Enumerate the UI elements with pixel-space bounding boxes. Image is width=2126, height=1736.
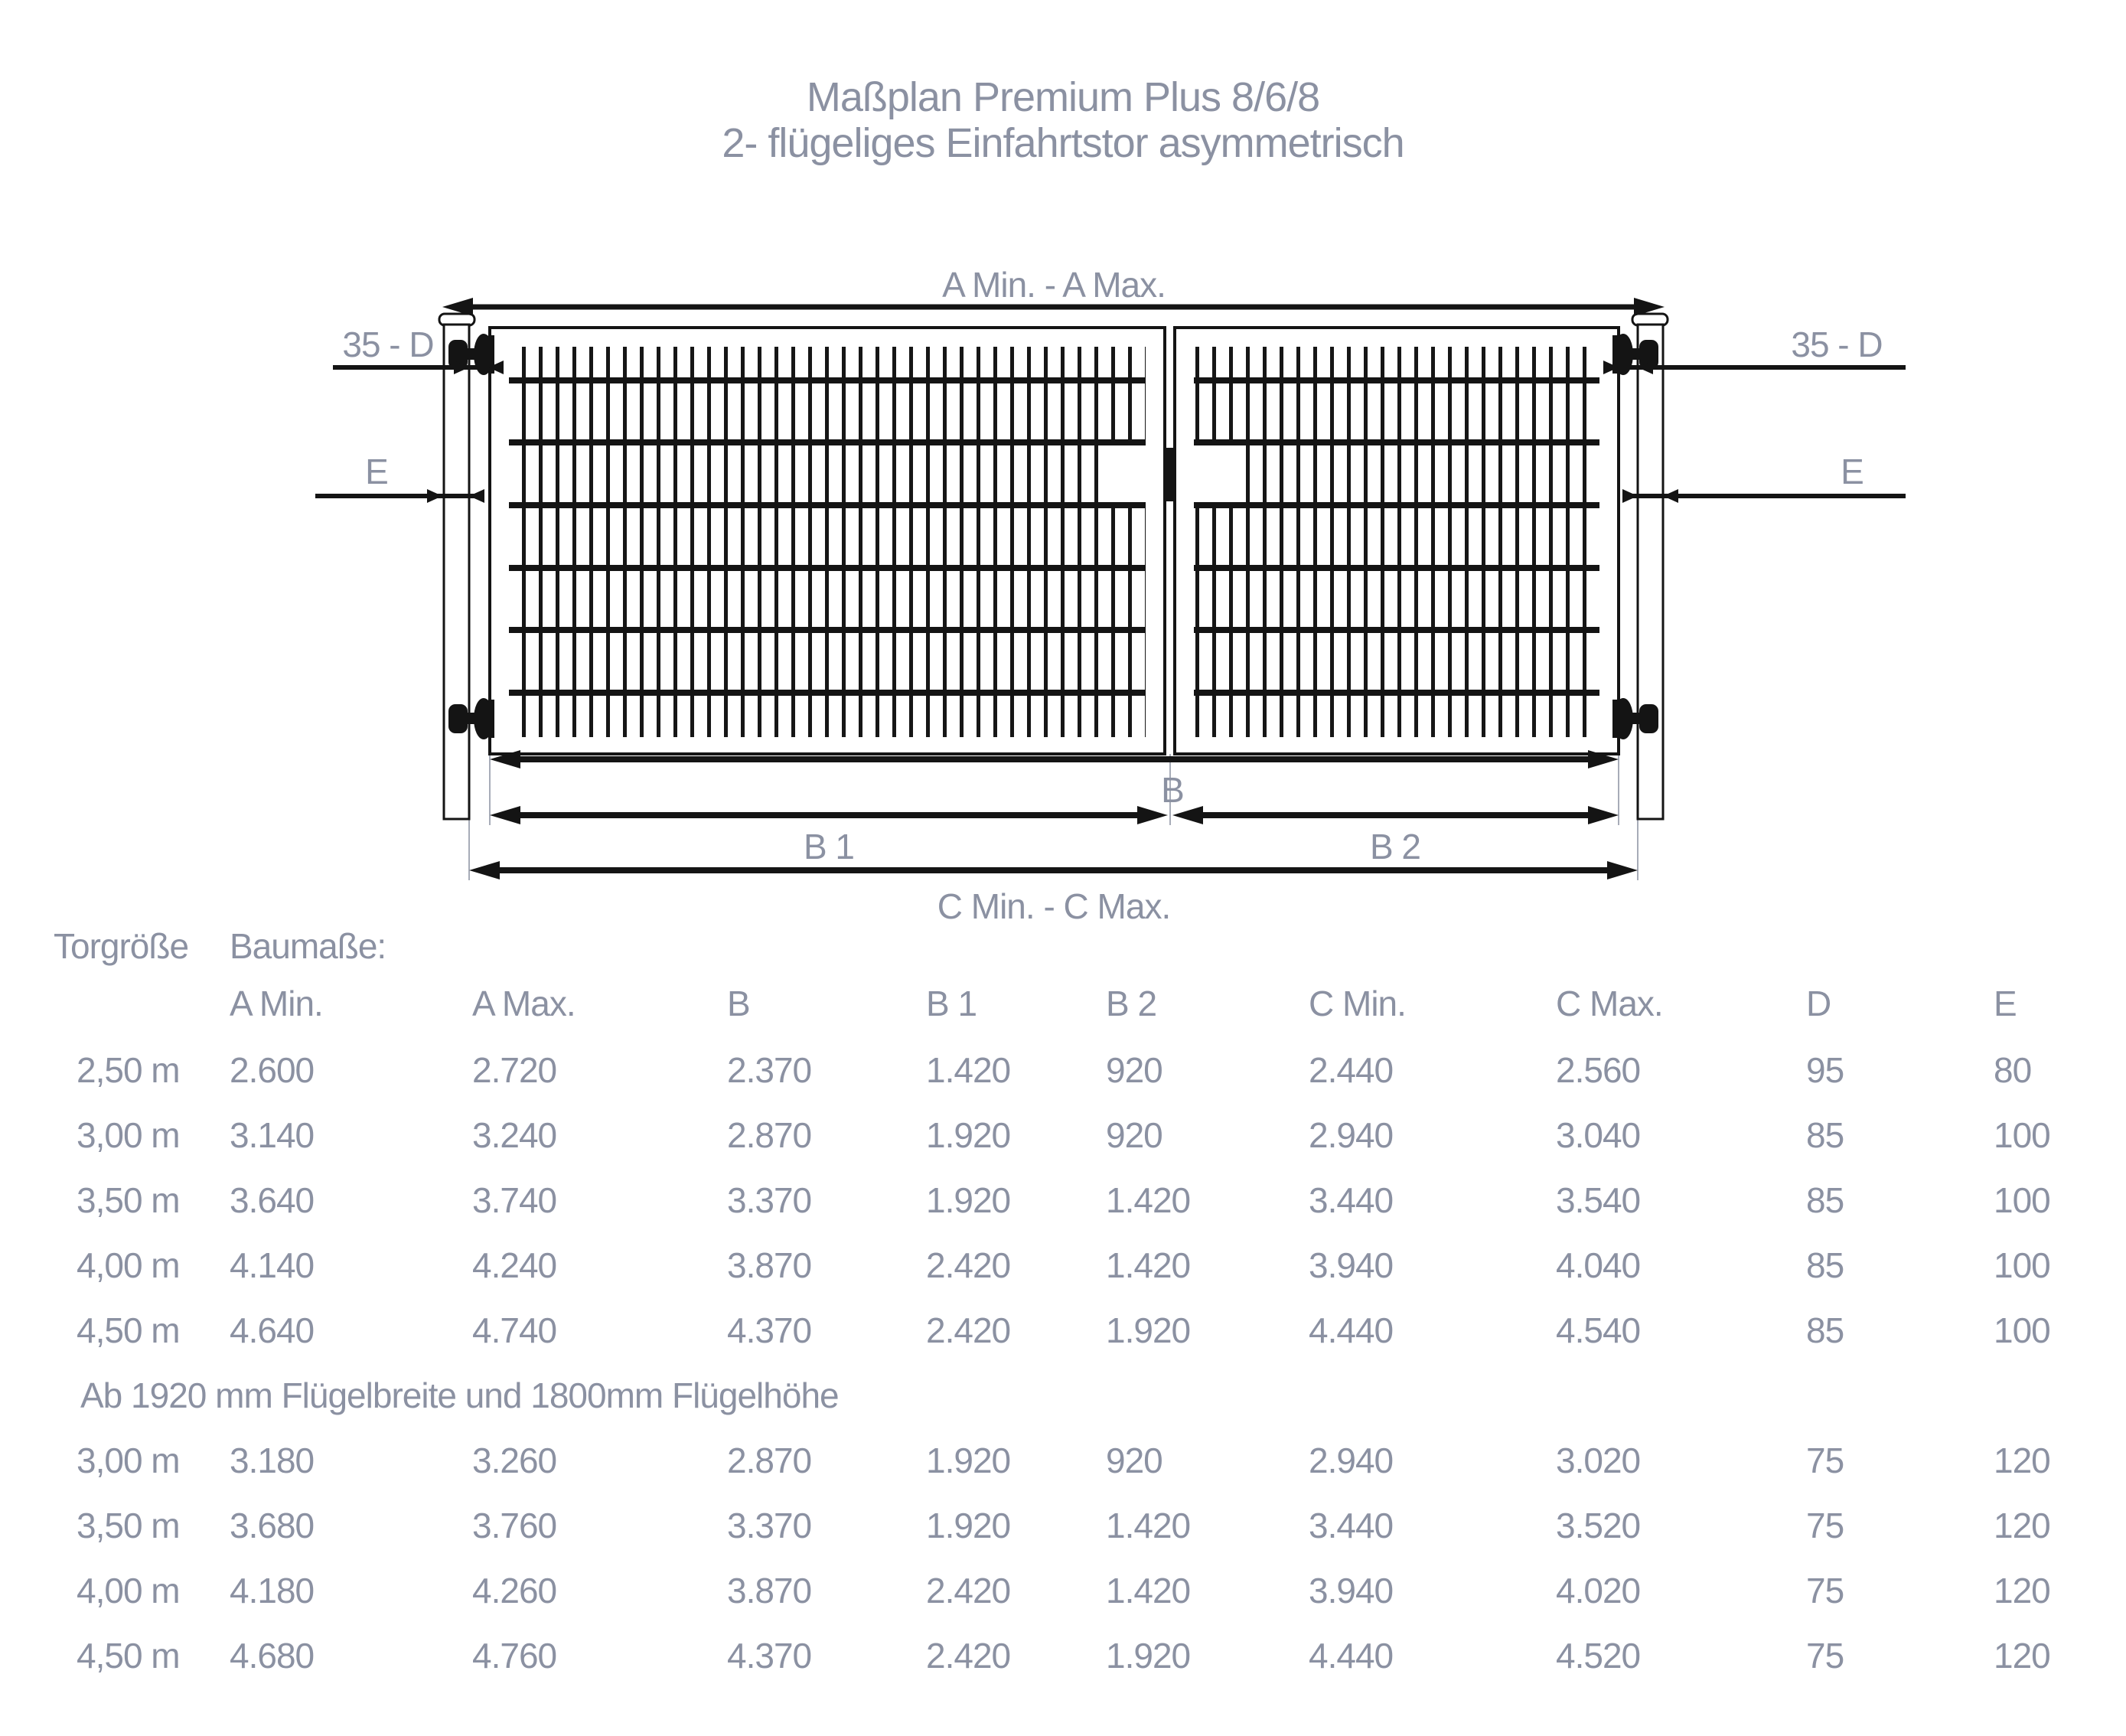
dim-label-b1: B 1: [803, 827, 855, 866]
cell-value: 920: [1106, 1440, 1162, 1480]
cell-value: 1.420: [1106, 1570, 1191, 1610]
cell-value: 2.420: [926, 1310, 1011, 1350]
cell-value: 4.680: [230, 1635, 315, 1676]
table-row: [0, 1102, 2126, 1167]
cell-value: 100: [1994, 1245, 2050, 1285]
cell-value: 1.420: [1106, 1505, 1191, 1545]
table-row: [0, 1167, 2126, 1232]
cell-value: 2.420: [926, 1245, 1011, 1285]
cell-value: 4.140: [230, 1245, 315, 1285]
row-size-label: 3,00 m: [77, 1114, 180, 1155]
cell-value: 4.020: [1556, 1570, 1641, 1610]
cell-value: 1.920: [1106, 1635, 1191, 1676]
table-header-row: [0, 970, 2126, 1037]
cell-value: 920: [1106, 1049, 1162, 1090]
cell-value: 2.600: [230, 1049, 315, 1090]
dim-label-e-right: E: [1841, 452, 1864, 491]
cell-value: 4.760: [472, 1635, 557, 1676]
dim-label-a: A Min. - A Max.: [942, 265, 1166, 305]
cell-value: 85: [1806, 1245, 1844, 1285]
table-row: [0, 1297, 2126, 1362]
col-header-d: D: [1806, 984, 1831, 1023]
cell-value: 1.920: [926, 1505, 1011, 1545]
cell-value: 3.680: [230, 1505, 315, 1545]
cell-value: 3.940: [1309, 1570, 1394, 1610]
cell-value: 80: [1994, 1049, 2032, 1090]
cell-value: 4.370: [727, 1635, 812, 1676]
cell-value: 4.440: [1309, 1635, 1394, 1676]
cell-value: 2.940: [1309, 1114, 1394, 1155]
cell-value: 4.370: [727, 1310, 812, 1350]
dim-label-c: C Min. - C Max.: [937, 886, 1171, 926]
dim-label-d-left: 35 - D: [342, 325, 434, 364]
cell-value: 3.760: [472, 1505, 557, 1545]
cell-value: 3.540: [1556, 1180, 1641, 1220]
page-title: Maßplan Premium Plus 8/6/8: [806, 74, 1320, 120]
cell-value: 2.720: [472, 1049, 557, 1090]
cell-value: 1.920: [926, 1180, 1011, 1220]
dim-label-b2: B 2: [1369, 827, 1421, 866]
cell-value: 920: [1106, 1114, 1162, 1155]
col-header-c-max: C Max.: [1556, 984, 1663, 1023]
cell-value: 3.040: [1556, 1114, 1641, 1155]
center-stop-bar: [1166, 448, 1174, 501]
dim-label-d-right: 35 - D: [1791, 325, 1883, 364]
cell-value: 1.920: [926, 1440, 1011, 1480]
cell-value: 2.870: [727, 1114, 812, 1155]
cell-value: 1.920: [1106, 1310, 1191, 1350]
table-title-baumasse: Baumaße:: [230, 926, 386, 966]
cell-value: 1.420: [1106, 1180, 1191, 1220]
table-rows-group1: [0, 1037, 2126, 1362]
cell-value: 3.260: [472, 1440, 557, 1480]
table-row: [0, 1493, 2126, 1558]
col-header-a-max: A Max.: [472, 984, 576, 1023]
cell-value: 85: [1806, 1114, 1844, 1155]
cell-value: 4.540: [1556, 1310, 1641, 1350]
cell-value: 3.740: [472, 1180, 557, 1220]
cell-value: 3.520: [1556, 1505, 1641, 1545]
dim-arrow-b1: [490, 806, 1168, 824]
cell-value: 120: [1994, 1635, 2050, 1676]
cell-value: 4.520: [1556, 1635, 1641, 1676]
cell-value: 2.420: [926, 1570, 1011, 1610]
right-post: [1632, 314, 1668, 819]
cell-value: 2.870: [727, 1440, 812, 1480]
row-size-label: 4,50 m: [77, 1635, 180, 1676]
cell-value: 4.440: [1309, 1310, 1394, 1350]
cell-value: 2.560: [1556, 1049, 1641, 1090]
col-header-c-min: C Min.: [1309, 984, 1406, 1023]
dim-arrow-b2: [1172, 806, 1619, 824]
cell-value: 3.870: [727, 1570, 812, 1610]
cell-value: 75: [1806, 1440, 1844, 1480]
cell-value: 3.440: [1309, 1180, 1394, 1220]
cell-value: 4.640: [230, 1310, 315, 1350]
row-size-label: 3,50 m: [77, 1505, 180, 1545]
right-bottom-hinge-icon: [1612, 698, 1658, 739]
cell-value: 85: [1806, 1180, 1844, 1220]
cell-value: 3.370: [727, 1505, 812, 1545]
cell-value: 3.940: [1309, 1245, 1394, 1285]
cell-value: 3.870: [727, 1245, 812, 1285]
cell-value: 100: [1994, 1114, 2050, 1155]
cell-value: 1.420: [926, 1049, 1011, 1090]
cell-value: 2.940: [1309, 1440, 1394, 1480]
table-row: [0, 1558, 2126, 1623]
cell-value: 95: [1806, 1049, 1844, 1090]
table-note: [0, 1362, 2126, 1428]
cell-value: 4.260: [472, 1570, 557, 1610]
table-row: [0, 1037, 2126, 1102]
cell-value: 75: [1806, 1505, 1844, 1545]
row-size-label: 4,00 m: [77, 1245, 180, 1285]
cell-value: 120: [1994, 1570, 2050, 1610]
cell-value: 4.240: [472, 1245, 557, 1285]
col-header-b1: B 1: [926, 984, 977, 1023]
table-rows-group2: [0, 1428, 2126, 1688]
cell-value: 3.370: [727, 1180, 812, 1220]
cell-value: 75: [1806, 1570, 1844, 1610]
col-header-b2: B 2: [1106, 984, 1157, 1023]
row-size-label: 2,50 m: [77, 1049, 180, 1090]
cell-value: 4.180: [230, 1570, 315, 1610]
dim-label-b: B: [1161, 770, 1184, 810]
cell-value: 3.440: [1309, 1505, 1394, 1545]
dim-label-e-left: E: [365, 452, 388, 491]
cell-value: 100: [1994, 1180, 2050, 1220]
col-header-e: E: [1994, 984, 2017, 1023]
cell-value: 1.920: [926, 1114, 1011, 1155]
table-row: [0, 1232, 2126, 1297]
row-size-label: 4,00 m: [77, 1570, 180, 1610]
cell-value: 85: [1806, 1310, 1844, 1350]
page-subtitle: 2- flügeliges Einfahrtstor asymmetrisch: [722, 120, 1404, 166]
row-size-label: 3,50 m: [77, 1180, 180, 1220]
table-row: [0, 1428, 2126, 1493]
dim-arrow-c: [469, 861, 1638, 879]
table-title-row: [0, 922, 2126, 970]
cell-value: 3.180: [230, 1440, 315, 1480]
cell-value: 3.240: [472, 1114, 557, 1155]
cell-value: 2.440: [1309, 1049, 1394, 1090]
row-size-label: 4,50 m: [77, 1310, 180, 1350]
measurements-table: [0, 922, 2126, 1688]
cell-value: 4.740: [472, 1310, 557, 1350]
cell-value: 2.370: [727, 1049, 812, 1090]
cell-value: 120: [1994, 1505, 2050, 1545]
col-header-b: B: [727, 984, 750, 1023]
cell-value: 3.140: [230, 1114, 315, 1155]
cell-value: 75: [1806, 1635, 1844, 1676]
cell-value: 3.640: [230, 1180, 315, 1220]
row-size-label: 3,00 m: [77, 1440, 180, 1480]
left-bottom-hinge-icon: [448, 698, 494, 739]
table-title-torgroesse: Torgröße: [54, 926, 189, 966]
cell-value: 1.420: [1106, 1245, 1191, 1285]
table-row: [0, 1623, 2126, 1688]
right-lock-cutout: [1194, 445, 1234, 502]
cell-value: 100: [1994, 1310, 2050, 1350]
note-text: Ab 1920 mm Flügelbreite und 1800mm Flügelhöhe: [80, 1375, 839, 1415]
cell-value: 4.040: [1556, 1245, 1641, 1285]
cell-value: 2.420: [926, 1635, 1011, 1676]
cell-value: 120: [1994, 1440, 2050, 1480]
col-header-a-min: A Min.: [230, 984, 323, 1023]
left-post: [439, 314, 474, 819]
cell-value: 3.020: [1556, 1440, 1641, 1480]
left-lock-cutout: [1107, 445, 1146, 502]
